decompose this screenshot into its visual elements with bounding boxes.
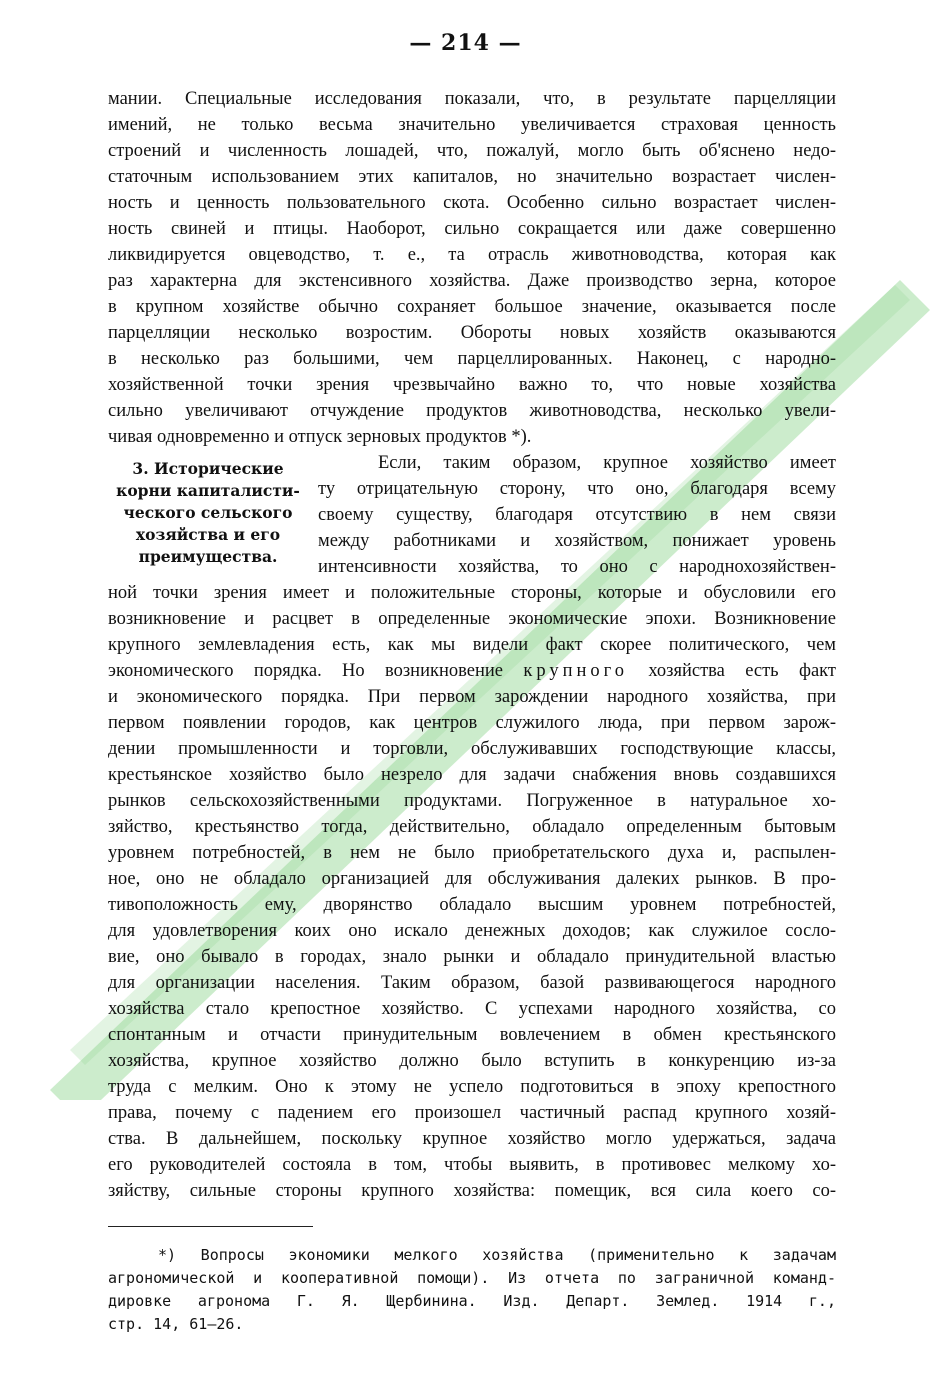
text-line: раз характерна для экстенсивного хозяйства. Даже производство зерна, которое (108, 271, 836, 291)
text-line: ное, оно не обладало организацией для обслуживания далеких рынков. В про- (108, 869, 836, 889)
text-line: статочным использованием этих капиталов, но значительно возрастает числен- (108, 167, 836, 187)
text-line: зяйству, сильные стороны крупного хозяйства: помещик, вся сила коего со- (108, 1181, 836, 1201)
page-number: — 214 — (409, 30, 522, 56)
text-line: ность и ценность пользовательного скота. Особенно сильно возрастает числен- (108, 193, 836, 213)
text-fragment: экономического порядка. Но возникновение (108, 661, 524, 681)
section-heading-line: хозяйства и его (135, 525, 281, 544)
text-line: в несколько раз большими, чем парцеллированных. Наконец, с народно- (108, 349, 836, 369)
text-line: вие, оно бывало в городах, знало рынки и обладало принудительной властью (108, 947, 836, 967)
text-line: уровнем потребностей, в нем не было приобретательского духа и, распылен- (108, 843, 836, 863)
section-heading (108, 458, 308, 568)
text-line: интенсивности хозяйства, то оно с народнохозяйствен- (318, 557, 836, 577)
section-heading-line: преимущества. (138, 547, 278, 566)
text-line: своему существу, благодаря отсутствию в нем связи (318, 505, 836, 525)
paragraph-2 (108, 580, 836, 1204)
text-line: его руководителей состояла в том, чтобы выявить, в противовес мелкому хо- (108, 1155, 836, 1175)
text-line: и экономического порядка. При первом зарождении народного хозяйства, при (108, 687, 836, 707)
text-line: для организации населения. Таким образом, базой развивающегося народного (108, 973, 836, 993)
text-line: труда с мелким. Оно к этому не успело подготовиться в эпоху крепостного (108, 1077, 836, 1097)
text-line: дении промышленности и торговли, обслуживавших господствующие классы, (108, 739, 836, 759)
text-line: сильно увеличивают отчуждение продуктов животноводства, несколько увели- (108, 401, 836, 421)
footnote-line: *) Вопросы экономики мелкого хозяйства (применительно к задачам (158, 1246, 836, 1264)
text-line: ства. В дальнейшем, поскольку крупное хозяйство могло удержаться, задача (108, 1129, 836, 1149)
text-line: имений, не только весьма значительно увеличивается страховая ценность (108, 115, 836, 135)
text-line: строений и численность лошадей, что, пожалуй, могло быть об'яснено недо- (108, 141, 836, 161)
text-line: крупного землевладения есть, как мы видели факт скорее политического, чем (108, 635, 836, 655)
paragraph-2-head (318, 450, 836, 580)
section-heading-line: 3. Исторические (132, 459, 284, 478)
text-line: для удовлетворения коих оно искало денежных доходов; как служилое сосло- (108, 921, 836, 941)
text-line (108, 658, 836, 684)
emphasized-word: крупного (523, 661, 629, 681)
text-line: права, почему с падением его произошел частичный распад крупного хозяй- (108, 1103, 836, 1123)
paragraph-1 (108, 86, 836, 450)
text-line: Если, таким образом, крупное хозяйство имеет (378, 453, 836, 473)
footnote-divider (108, 1226, 313, 1227)
text-line: ликвидируется овцеводство, т. е., та отрасль животноводства, которая как (108, 245, 836, 265)
footnote (108, 1244, 836, 1336)
text-line: парцелляции несколько возростим. Обороты новых хозяйств оказываются (108, 323, 836, 343)
text-line: между работниками и хозяйством, понижает уровень (318, 531, 836, 551)
section-heading-line: ческого сельского (123, 503, 293, 522)
text-line: возникновение и расцвет в определенные экономические эпохи. Возникновение (108, 609, 836, 629)
footnote-line: стр. 14, 61—26. (108, 1315, 244, 1333)
text-line: крестьянское хозяйство было незрело для задачи снабжения вновь создавшихся (108, 765, 836, 785)
text-line: хозяйственной точки зрения чрезвычайно важно то, что новые хозяйства (108, 375, 836, 395)
footnote-line: агрономической и кооперативной помощи). Из отчета по заграничной команд- (108, 1269, 836, 1287)
text-line: спонтанным и отчасти принудительным вовлечением в обмен крестьянского (108, 1025, 836, 1045)
footnote-line: дировке агронома Г. Я. Щербинина. Изд. Департ. Землед. 1914 г., (108, 1292, 836, 1310)
text-line: в крупном хозяйстве обычно сохраняет большое значение, оказывается после (108, 297, 836, 317)
text-line: чивая одновременно и отпуск зерновых продуктов *). (108, 427, 532, 447)
text-line: ной точки зрения имеет и положительные стороны, которые и обусловили его (108, 583, 836, 603)
section-heading-line: корни капиталисти- (116, 481, 300, 500)
text-line: хозяйства стало крепостное хозяйство. С успехами народного хозяйства, со (108, 999, 836, 1019)
text-line: хозяйства, крупное хозяйство должно было вступить в конкуренцию из-за (108, 1051, 836, 1071)
text-line: тивоположность ему, дворянство обладало высшим уровнем потребностей, (108, 895, 836, 915)
text-line: ность свиней и птицы. Наоборот, сильно сокращается или даже совершенно (108, 219, 836, 239)
text-line: ту отрицательную сторону, что оно, благодаря всему (318, 479, 836, 499)
text-line: зяйство, крестьянство тогда, действительно, обладало определенным бытовым (108, 817, 836, 837)
text-line: мании. Специальные исследования показали, что, в результате парцелляции (108, 89, 836, 109)
text-line: первом появлении городов, как центров служилого люда, при первом зарож- (108, 713, 836, 733)
text-fragment: хозяйства есть факт (628, 661, 836, 681)
text-line: рынков сельскохозяйственными продуктами. Погруженное в натуральное хо- (108, 791, 836, 811)
